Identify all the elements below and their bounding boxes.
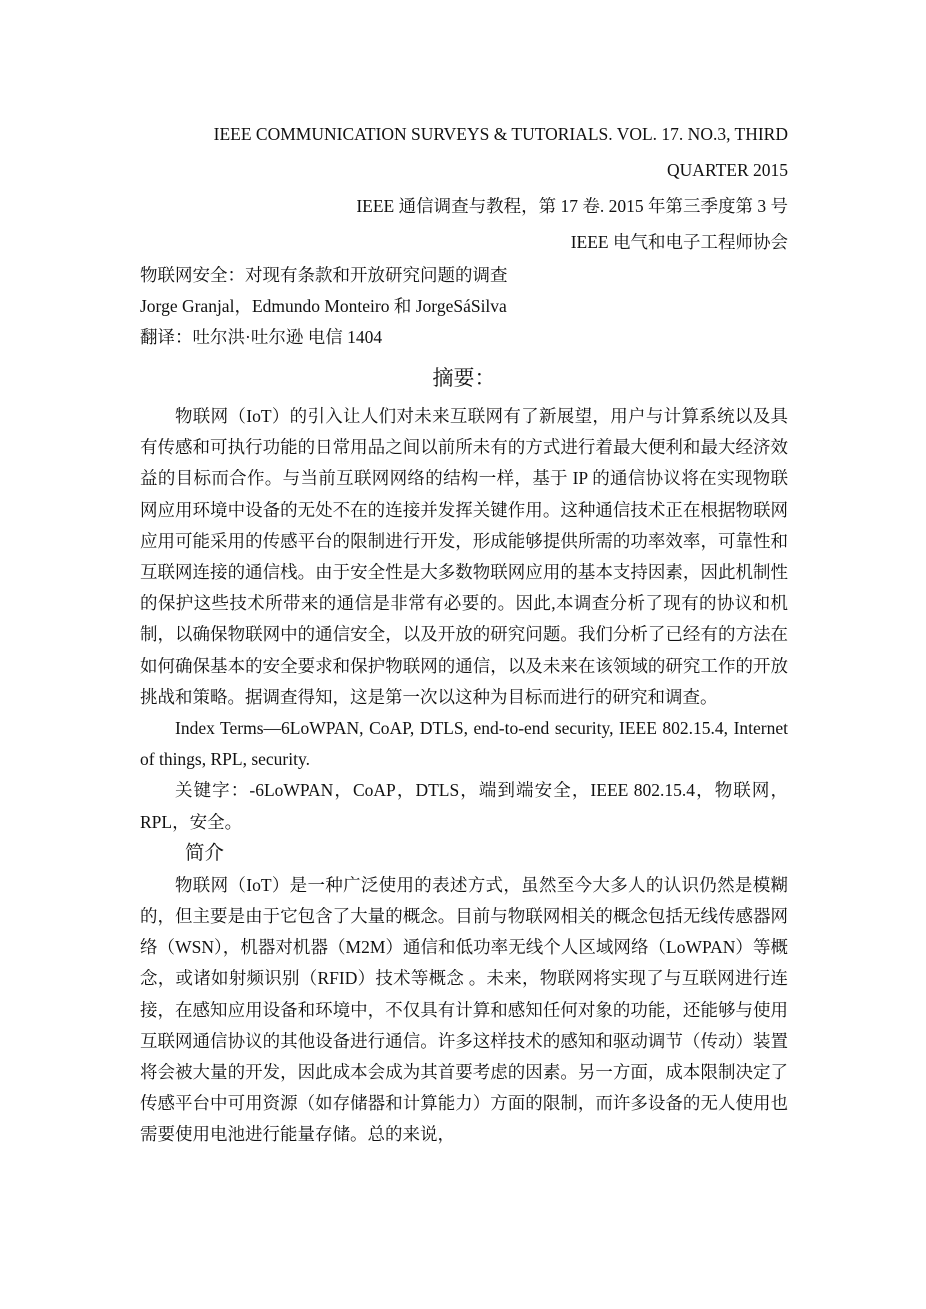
keywords-line: 关键字：-6LoWPAN，CoAP，DTLS，端到端安全，IEEE 802.15.4，物联网，RPL，安全。 [140,780,788,832]
society-line: IEEE 电气和电子工程师协会 [570,232,788,252]
paper-title: 物联网安全：对现有条款和开放研究问题的调查 [140,265,508,285]
abstract-heading: 摘要： [432,366,496,390]
authors-line: Jorge Granjal，Edmundo Monteiro 和 JorgeSáSilva [140,296,507,316]
document-page [140,116,788,1151]
abstract-body: 物联网（IoT）的引入让人们对未来互联网有了新展望，用户与计算系统以及具有传感和可执行功能的日常用品之间以前所未有的方式进行着最大便利和最大经济效益的目标而合作。与当前互联网网络的结构一样，基于 IP 的通信协议将在实现物联网应用环境中设备的无处不在的连接并发挥关键作用。这种通信技术正在根据物联网应用可能采用的传感平台的限制进行开发，形成能够提供所需的功率效率，可靠性和互联网连接的通信栈。由于安全性是大多数物联网应用的基本支持因素，因此机制性的保护这些技术所带来的通信是非常有必要的。因此,本调查分析了现有的协议和机制，以确保物联网中的通信安全，以及开放的研究问题。我们分析了已经有的方法在如何确保基本的安全要求和保护物联网的通信，以及未来在该领域的研究工作的开放挑战和策略。据调查得知，这是第一次以这种为目标而进行的研究和调查。 [140,406,788,707]
introduction-body: 物联网（IoT）是一种广泛使用的表述方式，虽然至今大多人的认识仍然是模糊的，但主要是由于它包含了大量的概念。目前与物联网相关的概念包括无线传感器网络（WSN），机器对机器（M2M）通信和低功率无线个人区域网络（LoWPAN）等概念，或诸如射频识别（RFID）技术等概念 。未来，物联网将实现了与互联网进行连接，在感知应用设备和环境中，不仅具有计算和感知任何对象的功能，还能够与使用互联网通信协议的其他设备进行通信。许多这样技术的感知和驱动调节（传动）装置将会被大量的开发，因此成本会成为其首要考虑的因素。另一方面，成本限制决定了传感平台中可用资源（如存储器和计算能力）方面的限制，而许多设备的无人使用也需要使用电池进行能量存储。总的来说， [140,874,788,1145]
translator-line: 翻译：吐尔洪·吐尔逊 电信 1404 [140,327,383,347]
journal-line-1: IEEE COMMUNICATION SURVEYS & TUTORIALS. VOL. 17. NO.3, THIRD [213,124,788,144]
journal-line-2: QUARTER 2015 [667,160,788,180]
index-terms: Index Terms—6LoWPAN, CoAP, DTLS, end-to-end security, IEEE 802.15.4, Internet of things, RPL, security. [140,718,788,770]
introduction-heading: 简介 [185,842,225,864]
journal-chinese-line: IEEE 通信调查与教程，第 17 卷. 2015 年第三季度第 3 号 [356,196,788,216]
